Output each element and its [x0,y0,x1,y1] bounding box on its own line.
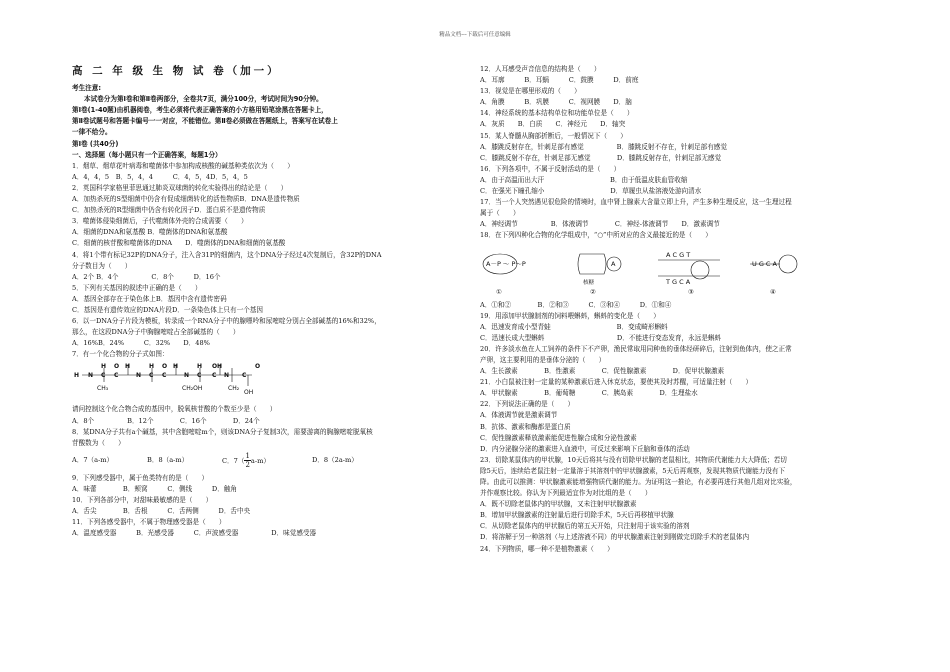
question-line: 4．将1个带有标记32P的DNA分子，注入含31P的细菌内，这个DNA分子经过4次复制后，含32P的DNA [72,250,382,259]
svg-text:O: O [114,363,120,371]
notice-heading: 考生注意: [72,84,102,93]
fig18-f2a: A [611,259,616,268]
question-line: C．基因是有遗传效应的DNA片段D．一条染色体上只有一个基因 [72,305,263,314]
question-line: 15．某人脊髓从胸部折断后，一般情况下（ ） [480,131,627,140]
question-line: 3．噬菌体侵染细菌后，子代噬菌体外壳的合成需要（ ） [72,217,248,226]
q8-options [72,449,467,473]
question-line: A．生长激素 B．性激素 C．促性腺激素 D．促甲状腺激素 [480,367,725,376]
oh-label: OH [244,389,254,397]
question-line: 16．下列各项中，不属于反射活动的是（ ） [480,164,621,173]
header-note: 精品文档---下载后可任意编辑 [439,32,511,38]
question-line: 20．许多淡水鱼在人工饲养的条件下不产卵，渔民常取用同种鱼的垂体经研碎后，注射到鱼体内，使之正常 [480,344,792,353]
fig18-f1: A－P ～ P～P [486,259,526,268]
question-line: 14．神经系统的基本结构单位和功能单位是（ ） [480,109,634,118]
svg-text:C: C [242,372,247,380]
question-line: A．基因全部存在于染色体上B．基因中含有遗传密码 [72,294,227,303]
question-line: A．甲状腺素 B．葡萄糖 C．胰岛素 D．生理盐水 [480,389,698,398]
q8-c-post: a-m） [250,456,270,465]
question-line: A．由于高温而出大汗 B．由于低温皮肤血管收缩 [480,175,688,184]
right-column [480,64,882,555]
svg-text:H: H [101,363,107,371]
svg-text:H: H [125,363,131,371]
question-line: A．膝跳反射存在，针刺足部有感觉 B．膝跳反射不存在，针刺足部有感觉 [480,142,727,151]
question-line: 1．烟草、烟草花叶病毒和噬菌体中参加构成核酸的碱基种类依次为（ ） [72,161,294,170]
q8-option-d: D．8（2a-m） [312,456,358,465]
question-line: 6．以一DNA分子片段为模板，转录成一个RNA分子中的腺嘌呤和尿嘧啶分别占全部碱基的16%和32%， [72,317,381,326]
question-line: 12．人耳感受声音信息的结构是（ ） [480,65,601,73]
question-line: 11．下列各感受器中，不属于物理感受器是（ ） [72,518,226,527]
question-line: A．灰质 B．白质 C．神经元 D．轴突 [480,120,626,129]
svg-text:O: O [162,363,168,371]
fig18-n2: ② [590,287,596,296]
question-line: 18．在下列四种化合物的化学组成中，“○”中所对应的含义最接近的是（ ） [480,231,712,240]
question-line: C．加热杀死的R型细菌中仍含有转化因子D．蛋白质不是遗传物质 [72,206,266,215]
question-line: B．增加甲状腺激素的注射量后进行切除手术，5天后再移植甲状腺 [480,511,674,520]
fig18-f3bot: T G C A [666,277,691,286]
question-line: C．促性腺激素释放激素能促进性腺合成和分泌性激素 [480,433,637,442]
question-line: A．既不切除老鼠体内的甲状腺，又未注射甲状腺激素 [480,500,637,509]
question-line: 24．下列物质，哪一种不是植物激素（ ） [480,544,614,553]
question-line: D．内分泌腺分泌的激素进入血液中，可反过来影响下丘脑和垂体的活动 [480,444,690,453]
notice-p1: 本试卷分为第Ⅰ卷和第Ⅱ卷两部分，全卷共7页，满分100分，考试时间为90分钟。 [84,95,323,104]
question-line: A．细菌的DNA和氨基酸 B．噬菌体的DNA和氨基酸 [72,228,228,237]
ch3-label: CH₃ [97,385,109,393]
left-tail-questions [72,473,467,540]
question-line: A．4，4，5 B．5，4，4 C．4，5，4D．5，4，5 [72,172,248,181]
question-line: A．角膜 B．巩膜 C．视网膜 D．脑 [480,98,632,107]
left-questions-2 [72,404,467,448]
question-line: 并作观察比较。你认为下列最适宜作为对比组的是（ ） [480,489,652,498]
question-line: A．加热杀死的S型细菌中仍含有促成细菌转化的活性物质B．DNA是遗传物质 [72,195,300,204]
svg-text:H: H [197,363,203,371]
question-line: A．神经调节 B．体液调节 C．神经-体液调节 D．激素调节 [480,220,720,229]
question-line: 22．下列说法正确的是（ ） [480,400,575,409]
q8-c-pre: C．7（ [222,456,245,465]
question-line: A．温度感受器 B．光感受器 C．声波感受器 D．味觉感受器 [72,529,317,538]
question-line: 属于（ ） [480,209,520,218]
q18-figure [480,246,882,296]
fig18-n3: ③ [688,287,694,296]
question-line: 除5天后，连续给老鼠注射一定量溶于其溶剂中的甲状腺激素，5天后再观察，发现其物质代谢能力没有下 [480,466,786,475]
question-line: A．迅速发育成小型青蛙 B．变成畸形蝌蚪 [480,322,668,331]
svg-text:N: N [136,372,142,380]
svg-text:C: C [101,372,106,380]
question-line: 9．下列感受器中，属于鱼类特有的是（ ） [72,473,209,482]
q8-fraction: $\frac{1}{2}$ [245,452,250,470]
question-line: 那么，在这段DNA分子中胸腺嘧啶占全部碱基的（ ） [72,328,240,337]
question-line: 产卵，这主要利用的是垂体分泌的（ ） [480,355,606,364]
svg-text:N: N [184,372,190,380]
svg-text:C: C [149,372,154,380]
question-line: 17．当一个人突然遇见很危险的情境时，血中肾上腺素大含量立即上升，产生多种生理反应，这一生理过程 [480,198,792,207]
svg-text:O: O [212,363,218,371]
question-line: C．迅速长成大型蝌蚪 D．不能进行变态发育，永远是蝌蚪 [480,333,722,342]
question-line: A．2个 B．4个 C．8个 D．16个 [72,272,221,281]
question-line: 请问控制这个化合物合成的基因中，脱氧核苷酸的个数至少是（ ） [72,405,277,414]
left-questions [72,161,467,361]
part1-heading: 第Ⅰ卷 (共40分) [72,139,119,148]
question-line: C．从切除老鼠体内的甲状腺后的第五天开始，只注射用于该实验的溶剂 [480,522,690,531]
fig18-n4: ④ [770,287,776,296]
question-line: 5．下列有关基因的叙述中正确的是（ ） [72,283,202,292]
section-heading: 一、选择题（每小题只有一个正确答案，每题1分） [72,150,222,159]
right-questions [480,64,882,242]
question-line: A．耳廓 B．耳蜗 C．鼓膜 D．前庭 [480,76,639,85]
svg-text:N: N [224,372,230,380]
question-line: A．8个 B．12个 C．16个 D．24个 [72,416,260,425]
fig18-nucleoside: 核糖 [583,279,595,286]
question-line: 降。由此可以推测：甲状腺激素能增强物质代谢的能力。为证明这一推论，有必要再进行其他几组对比实验， [480,478,797,486]
right-questions-2 [480,300,882,555]
svg-text:O: O [255,363,261,371]
q7-structural-formula [72,362,467,400]
notice-p2b: 第Ⅱ卷试题号和答题卡编号一一对应，不能错位。第Ⅱ卷必须做在答题纸上，答案写在试卷上 [72,117,338,126]
question-line: B．抗体、激素和酶都是蛋白质 [480,422,571,431]
question-line: D．将溶解于另一种溶剂（与上述溶液不同）的甲状腺激素注射到刚做完切除手术的老鼠体内 [480,533,750,542]
page-title: 高 二 年 级 生 物 试 卷（加一） [72,65,281,77]
question-line: 8．某DNA分子共有a个碱基，其中含胞嘧啶m个，则该DNA分子复制3次，需要游离的胸腺嘧啶脱氧核 [72,427,373,436]
question-line: C．膝跳反射不存在，针刺足部无感觉 D．膝跳反射存在，针刺足部无感觉 [480,153,722,162]
question-line: A．味蕾 B．颊窝 C．侧线 D．触角 [72,484,238,493]
question-line: 21．小白鼠被注射一定量的某种激素后进入休克状态，要使其及时苏醒，可适量注射（ ） [480,378,753,387]
left-column [72,60,467,539]
question-line: 2．英国科学家格里菲思通过肺炎双球菌的转化实验得出的结论是（ ） [72,183,288,192]
question-line: 分子数目为（ ） [72,261,132,270]
notice-p2a: 第Ⅰ卷(1-40题)由机器阅卷，考生必须将代表正确答案的小方格用铅笔涂黑在答题卡上， [72,106,328,115]
svg-text:C: C [114,372,119,380]
svg-text:H: H [74,372,80,380]
svg-text:H: H [217,363,223,371]
question-line: C．细菌的核苷酸和噬菌体的DNA D．噬菌体的DNA和细菌的氨基酸 [72,239,286,248]
q8-option-c [222,452,312,469]
fig18-n1: ① [496,287,502,296]
svg-text:C: C [197,372,202,380]
question-line: 7．有一个化合物的分子式如图： [72,350,169,359]
question-line: C．在强光下瞳孔缩小 D．草履虫从盐溶液处游向清水 [480,187,702,196]
notice-p2c: 一律不给分。 [72,128,112,137]
svg-text:N: N [88,372,94,380]
ch2oh-label: CH₂OH [182,385,203,393]
svg-text:C: C [212,372,217,380]
svg-text:H: H [149,363,155,371]
question-line: A．体液调节就是激素调节 [480,411,558,420]
fig18-f4: U G C A [752,259,777,268]
question-line: 23．切除某鼠体内的甲状腺，10天后将其与没有切除甲状腺的老鼠相比，其物质代谢能力大大降低；若切 [480,455,787,464]
fig18-f3top: A C G T [666,250,691,259]
question-line: 13．视觉是在哪里形成的（ ） [480,87,581,96]
question-line: 10．下列各部分中，对甜味最敏感的是（ ） [72,496,213,504]
svg-text:C: C [162,372,167,380]
q8-option-a: A．7（a-m） [72,456,114,465]
svg-text:H: H [173,363,179,371]
ch2-label: CH₂ [228,385,240,393]
q8-option-b: B．8（a-m） [147,456,189,465]
question-line: 苷酸数为（ ） [72,438,125,447]
question-line: A．16%B．24% C．32% D．48% [72,339,210,348]
question-line: A．①和② B．②和③ C．③和④ D．①和④ [480,300,672,309]
question-line: 19．用添加甲状腺制剂的饲料喂蝌蚪，蝌蚪的变化是（ ） [480,311,660,320]
question-line: A．舌尖 B．舌根 C．舌两侧 D．舌中央 [72,507,251,516]
